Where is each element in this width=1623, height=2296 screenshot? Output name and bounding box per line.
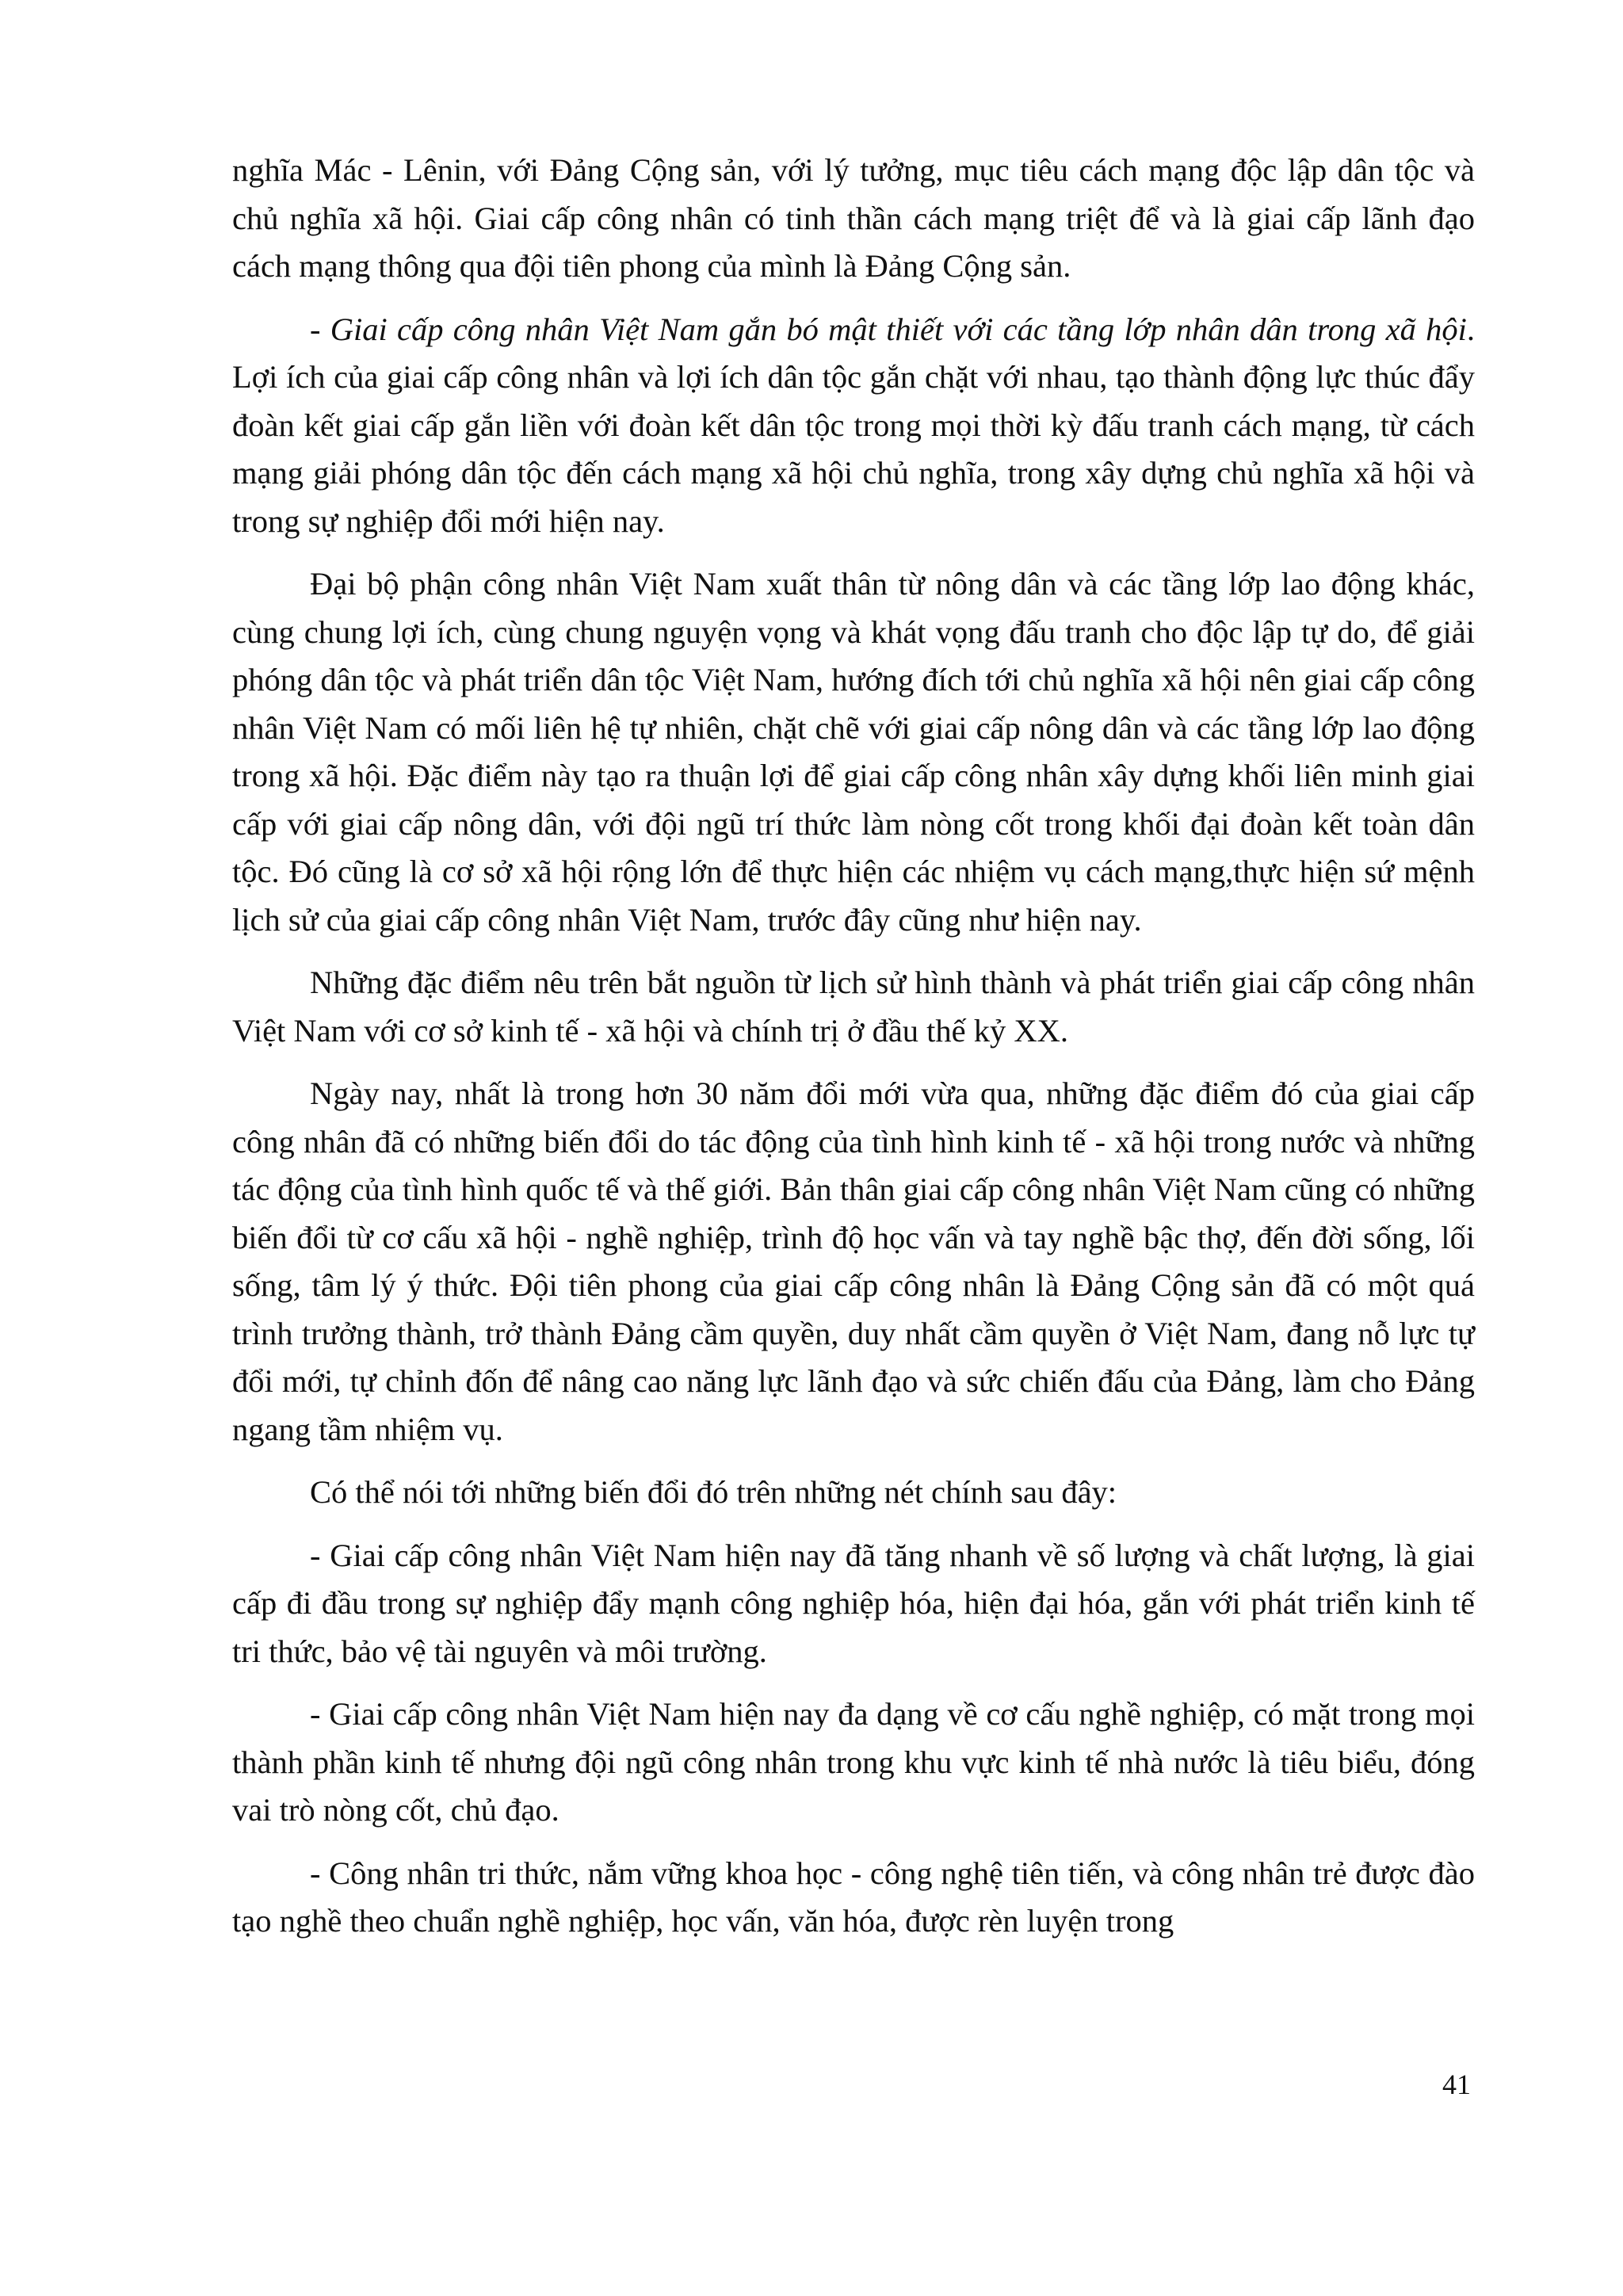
paragraph-8 <box>232 1690 1475 1835</box>
paragraph-2-text: . Lợi ích của giai cấp công nhân và lợi ích dân tộc gắn chặt với nhau, tạo thành động lực thúc đẩy đoàn kết giai cấp gắn liền với đoàn kết dân tộc trong mọi thời kỳ đấu tranh cách mạng, từ cách mạng giải phóng dân tộc đến cách mạng xã hội chủ nghĩa, trong xây dựng chủ nghĩa xã hội và trong sự nghiệp đổi mới hiện nay. <box>232 311 1475 539</box>
paragraph-1-text: nghĩa Mác - Lênin, với Đảng Cộng sản, với lý tưởng, mục tiêu cách mạng độc lập dân tộc và chủ nghĩa xã hội. Giai cấp công nhân có tinh thần cách mạng triệt để và là giai cấp lãnh đạo cách mạng thông qua đội tiên phong của mình là Đảng Cộng sản. <box>232 152 1475 284</box>
paragraph-4-text: Những đặc điểm nêu trên bắt nguồn từ lịch sử hình thành và phát triển giai cấp công nhân Việt Nam với cơ sở kinh tế - xã hội và chính trị ở đầu thế kỷ XX. <box>232 965 1475 1049</box>
paragraph-7 <box>232 1532 1475 1676</box>
paragraph-3 <box>232 560 1475 944</box>
paragraph-8-text: - Giai cấp công nhân Việt Nam hiện nay đa dạng về cơ cấu nghề nghiệp, có mặt trong mọi thành phần kinh tế nhưng đội ngũ công nhân trong khu vực kinh tế nhà nước là tiêu biểu, đóng vai trò nòng cốt, chủ đạo. <box>232 1696 1475 1828</box>
paragraph-3-text: Đại bộ phận công nhân Việt Nam xuất thân từ nông dân và các tầng lớp lao động khác, cùng chung lợi ích, cùng chung nguyện vọng và khát vọng đấu tranh cho độc lập tự do, để giải phóng dân tộc và phát triển dân tộc Việt Nam, hướng đích tới chủ nghĩa xã hội nên giai cấp công nhân Việt Nam có mối liên hệ tự nhiên, chặt chẽ với giai cấp nông dân và các tầng lớp lao động trong xã hội. Đặc điểm này tạo ra thuận lợi để giai cấp công nhân xây dựng khối liên minh giai cấp với giai cấp nông dân, với đội ngũ trí thức làm nòng cốt trong khối đại đoàn kết toàn dân tộc. Đó cũng là cơ sở xã hội rộng lớn để thực hiện các nhiệm vụ cách mạng,thực hiện sứ mệnh lịch sử của giai cấp công nhân Việt Nam, trước đây cũng như hiện nay. <box>232 566 1475 938</box>
paragraph-6-text: Có thể nói tới những biến đổi đó trên những nét chính sau đây: <box>310 1474 1117 1510</box>
paragraph-2 <box>232 306 1475 546</box>
paragraph-9 <box>232 1850 1475 1946</box>
paragraph-7-text: - Giai cấp công nhân Việt Nam hiện nay đã tăng nhanh về số lượng và chất lượng, là giai cấp đi đầu trong sự nghiệp đẩy mạnh công nghiệp hóa, hiện đại hóa, gắn với phát triển kinh tế tri thức, bảo vệ tài nguyên và môi trường. <box>232 1537 1475 1669</box>
document-page <box>232 147 1475 1961</box>
paragraph-6 <box>232 1469 1475 1517</box>
paragraph-4 <box>232 959 1475 1055</box>
paragraph-2-italic-lead: - Giai cấp công nhân Việt Nam gắn bó mật thiết với các tầng lớp nhân dân trong xã hội <box>310 311 1467 347</box>
paragraph-5 <box>232 1070 1475 1454</box>
page-number: 41 <box>1442 2069 1471 2100</box>
paragraph-9-text: - Công nhân tri thức, nắm vững khoa học - công nghệ tiên tiến, và công nhân trẻ được đào tạo nghề theo chuẩn nghề nghiệp, học vấn, văn hóa, được rèn luyện trong <box>232 1855 1475 1939</box>
paragraph-1 <box>232 147 1475 291</box>
paragraph-5-text: Ngày nay, nhất là trong hơn 30 năm đổi mới vừa qua, những đặc điểm đó của giai cấp công nhân đã có những biến đổi do tác động của tình hình kinh tế - xã hội trong nước và những tác động của tình hình quốc tế và thế giới. Bản thân giai cấp công nhân Việt Nam cũng có những biến đổi từ cơ cấu xã hội - nghề nghiệp, trình độ học vấn và tay nghề bậc thợ, đến đời sống, lối sống, tâm lý ý thức. Đội tiên phong của giai cấp công nhân là Đảng Cộng sản đã có một quá trình trưởng thành, trở thành Đảng cầm quyền, duy nhất cầm quyền ở Việt Nam, đang nỗ lực tự đổi mới, tự chỉnh đốn để nâng cao năng lực lãnh đạo và sức chiến đấu của Đảng, làm cho Đảng ngang tầm nhiệm vụ. <box>232 1075 1475 1447</box>
